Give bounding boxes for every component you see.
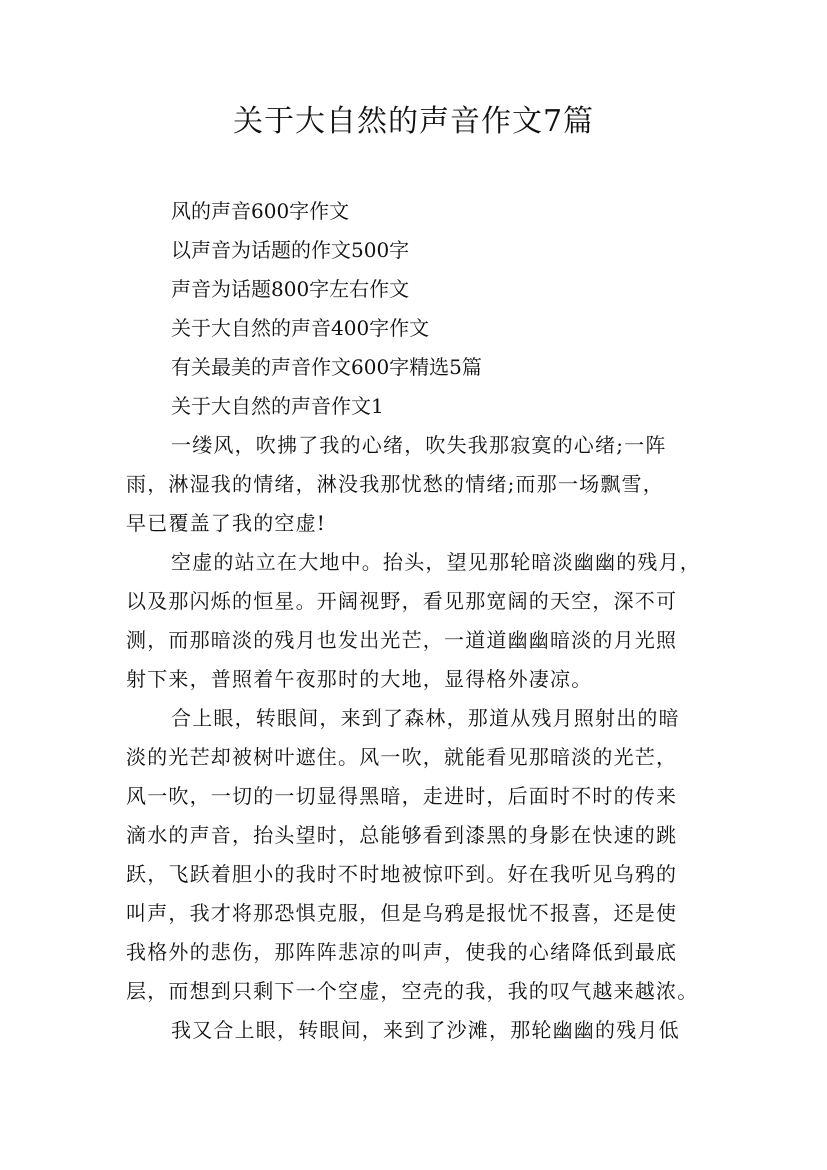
paragraph-line: 合上眼，转眼间，来到了森林，那道从残月照射出的暗: [171, 706, 680, 730]
paragraph-line: 淡的光芒却被树叶遮住。风一吹，就能看见那暗淡的光芒，: [126, 745, 678, 769]
toc-item: 关于大自然的声音400字作文: [171, 316, 430, 340]
paragraph-line: 我又合上眼，转眼间，来到了沙滩，那轮幽幽的残月低: [171, 1018, 680, 1042]
paragraph-line: 一缕风，吹拂了我的心绪，吹失我那寂寞的心绪;一阵: [171, 433, 667, 457]
essay-body: [126, 426, 706, 1050]
toc-item: 有关最美的声音作文600字精选5篇: [171, 355, 482, 379]
paragraph: [126, 426, 706, 543]
paragraph-line: 滴水的声音，抬头望时，总能够看到漆黑的身影在快速的跳: [126, 823, 678, 847]
paragraph-line: 以及那闪烁的恒星。开阔视野，看见那宽阔的天空，深不可: [126, 589, 678, 613]
toc-item: 以声音为话题的作文500字: [171, 238, 410, 262]
paragraph: [126, 699, 706, 1011]
toc-item: 关于大自然的声音作文1: [171, 394, 384, 418]
paragraph: [126, 1011, 706, 1050]
paragraph-line: 测，而那暗淡的残月也发出光芒，一道道幽幽暗淡的月光照: [126, 628, 678, 652]
paragraph: [126, 543, 706, 699]
paragraph-line: 跃，飞跃着胆小的我时不时地被惊吓到。好在我听见乌鸦的: [126, 862, 678, 886]
paragraph-line: 叫声，我才将那恐惧克服，但是乌鸦是报忧不报喜，还是使: [126, 901, 678, 925]
document-title: 关于大自然的声音作文7篇: [232, 104, 595, 139]
toc-item: 风的声音600字作文: [171, 199, 350, 223]
paragraph-line: 射下来，普照着午夜那时的大地，显得格外凄凉。: [126, 667, 593, 691]
paragraph-line: 风一吹，一切的一切显得黑暗，走进时，后面时不时的传来: [126, 784, 678, 808]
toc-item: 声音为话题800字左右作文: [171, 277, 410, 301]
paragraph-line: 层，而想到只剩下一个空虚，空壳的我，我的叹气越来越浓。: [126, 979, 699, 1003]
table-of-contents: [171, 192, 731, 426]
paragraph-line: 我格外的悲伤，那阵阵悲凉的叫声，使我的心绪降低到最底: [126, 940, 678, 964]
paragraph-line: 早已覆盖了我的空虚!: [126, 511, 327, 535]
paragraph-line: 空虚的站立在大地中。抬头，望见那轮暗淡幽幽的残月，: [171, 550, 701, 574]
paragraph-line: 雨，淋湿我的情绪，淋没我那忧愁的情绪;而那一场飘雪，: [126, 472, 664, 496]
